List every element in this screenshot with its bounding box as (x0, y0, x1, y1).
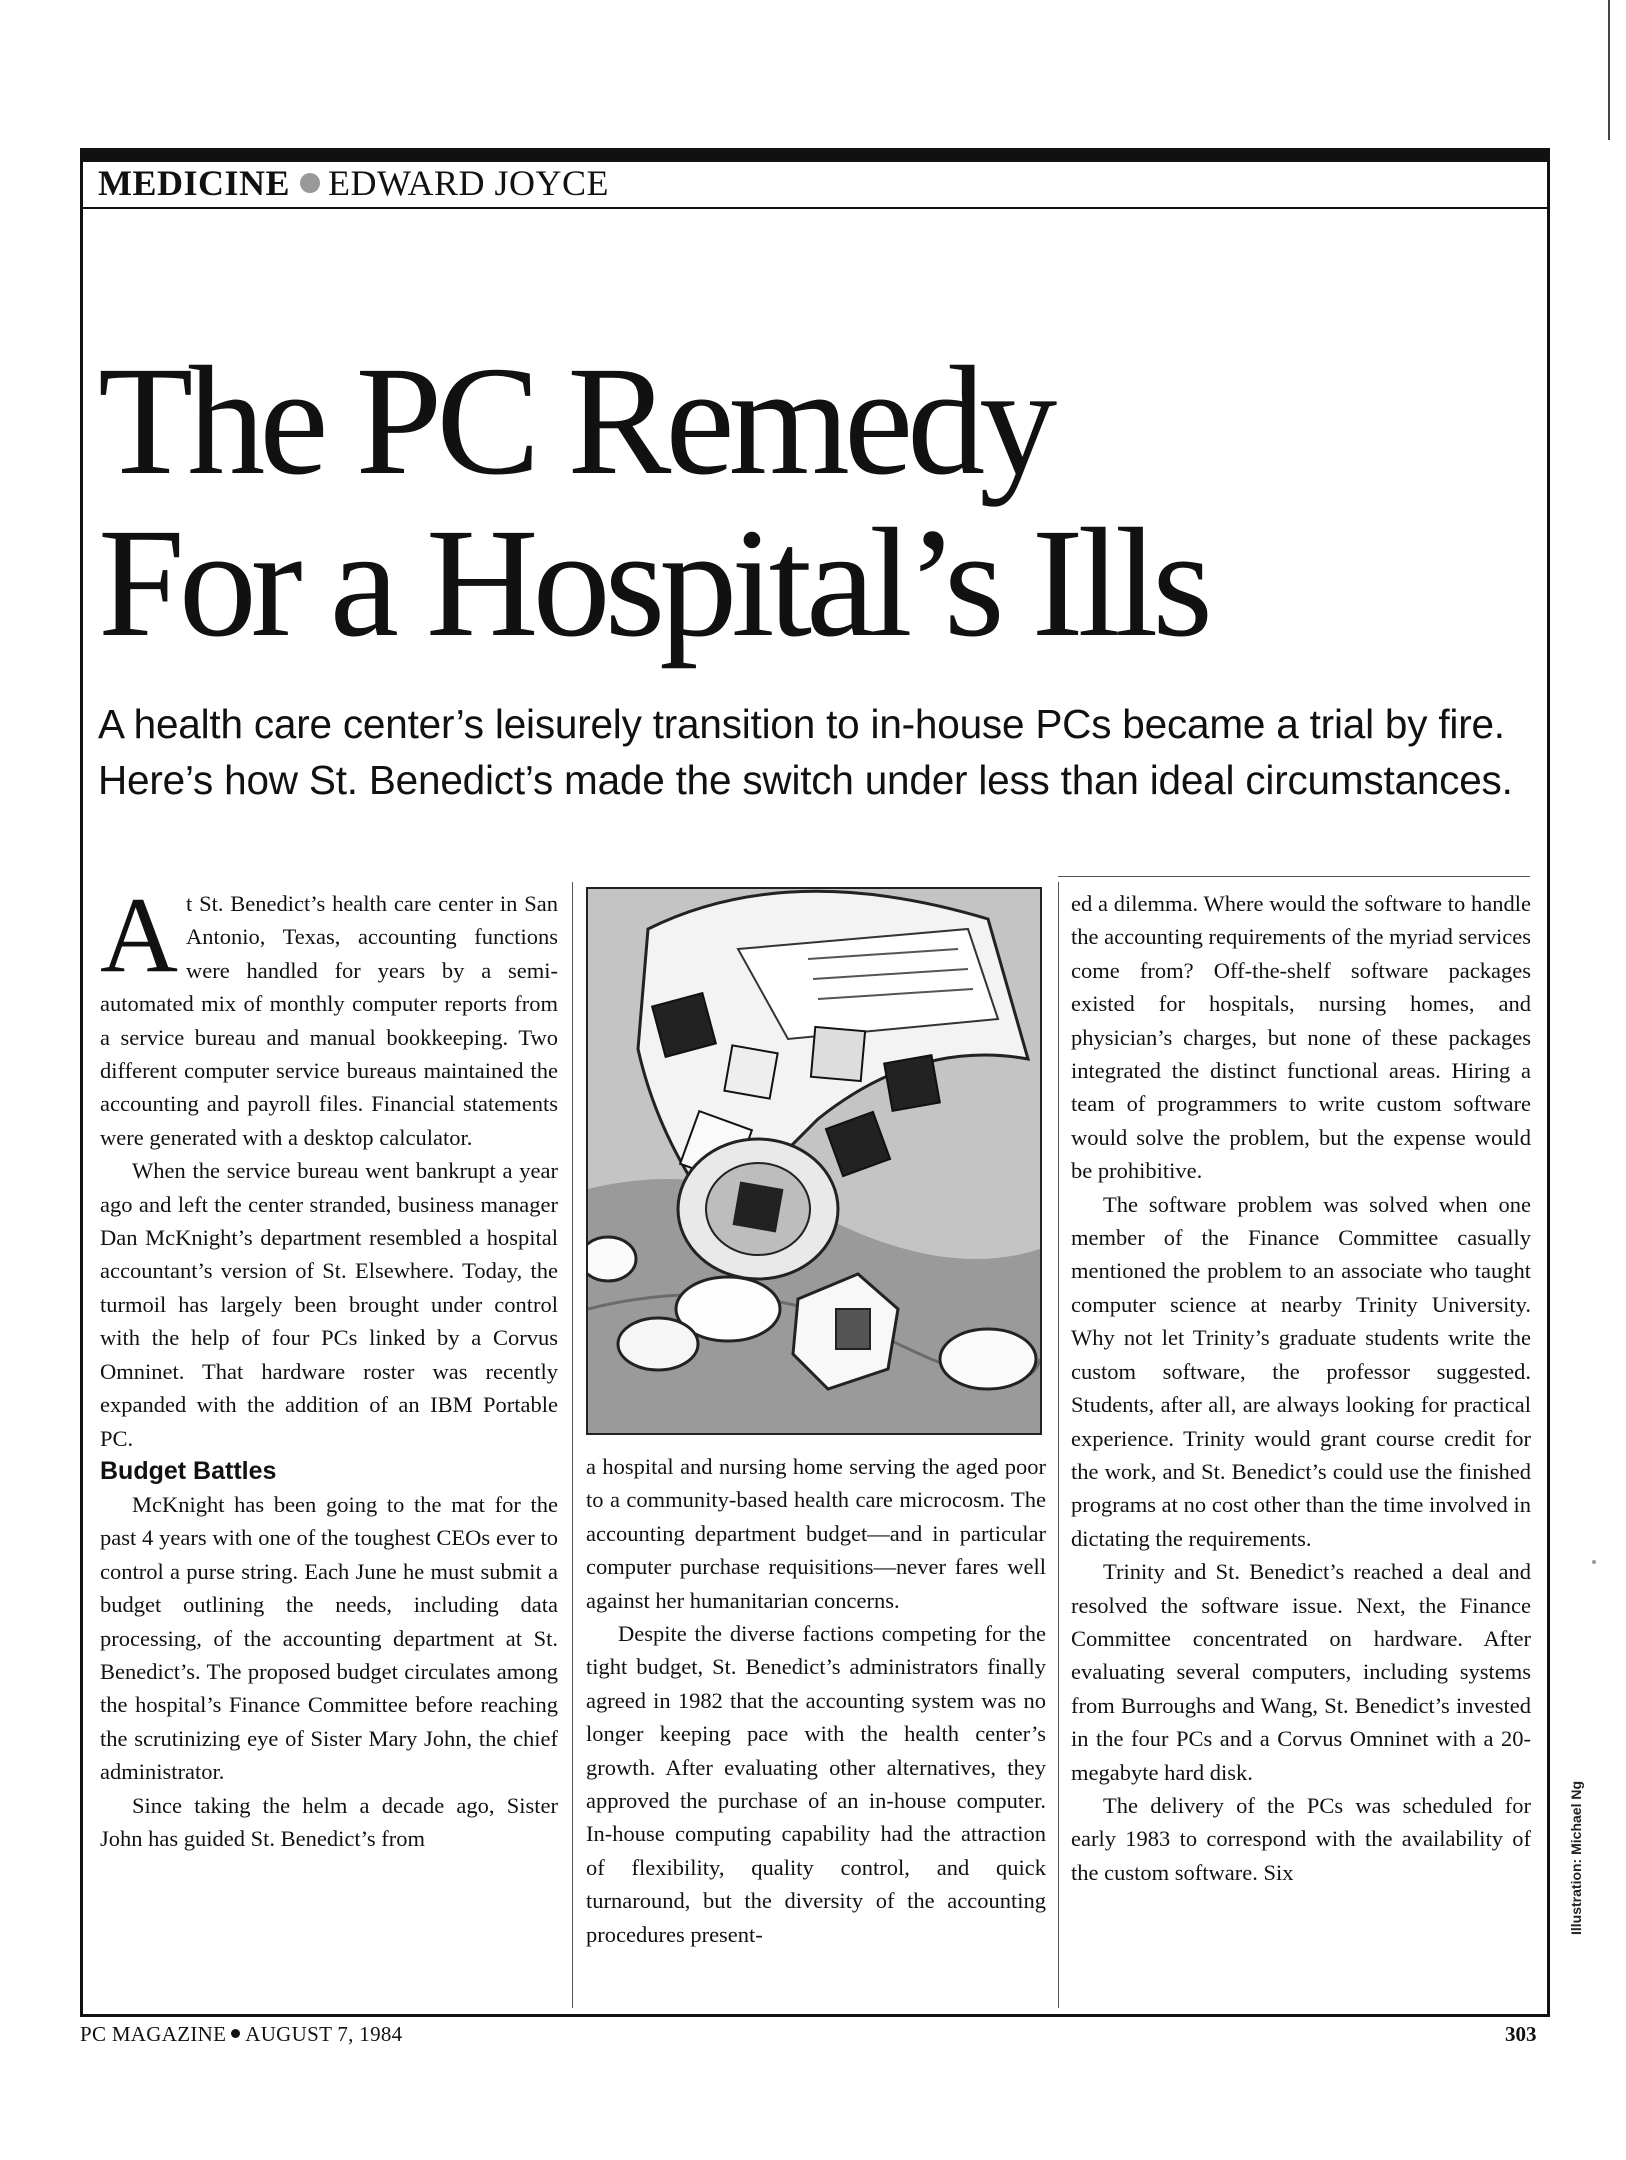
column-rule (572, 882, 573, 2008)
author-name: EDWARD JOYCE (328, 163, 610, 203)
title-line-1: The PC Remedy (98, 334, 1052, 507)
footer-rule (80, 2014, 1550, 2017)
drop-cap: A (100, 876, 178, 995)
section-header (98, 160, 609, 206)
paragraph: When the service bureau went bankrupt a year ago and left the center stranded, business manager Dan McKnight’s department resembled a hospital accountant’s version of St. Elsewhere. Today, the turmoil has largely been brought under control with the help of four PCs linked by a Corvus Omninet. That hardware roster was recently expanded with the addition of an IBM Portable PC. (100, 1158, 558, 1451)
article-title (98, 334, 1528, 669)
paragraph: Despite the diverse factions competing for the tight budget, St. Benedict’s administrators finally agreed in 1982 that the accounting system was no longer keeping pace with the health center’s growth. After evaluating other alternatives, they approved the purchase of an in-house computer. In-house computing capability had the attraction of flexibility, quality control, and quick turnaround, but the diversity of the accounting procedures present- (586, 1621, 1046, 1947)
issue-date: AUGUST 7, 1984 (245, 2022, 403, 2046)
page-number: 303 (1505, 2022, 1537, 2046)
paragraph-text: t St. Benedict’s health care center in San Antonio, Texas, accounting functions were handled for years by a semi-automated mix of monthly computer reports from a service bureau and manual bookkeeping. Two different computer service bureaus maintained the accounting and payroll files. Financial statements were generated with a desktop calculator. (100, 891, 558, 1150)
edge-rule (1608, 0, 1610, 140)
frame-right-rule (1547, 148, 1550, 2016)
scan-speck (1592, 1560, 1596, 1564)
footer-publication (80, 2022, 402, 2047)
paragraph: The software problem was solved when one member of the Finance Committee casually mentioned the problem to an associate who taught computer science at nearby Trinity University. Why not let Trinity’s graduate students write the custom software, the professor suggested. Students, after all, are always looking for practical experience. Trinity would grant course credit for the work, and St. Benedict’s could use the finished programs at no cost other than the time involved in dictating the requirements. (1071, 1191, 1531, 1551)
bullet-icon (300, 173, 320, 193)
paragraph: Trinity and St. Benedict’s reached a deal and resolved the software issue. Next, the Finance Committee concentrated on hardware. After evaluating several computers, including systems from Burroughs and Wang, St. Benedict’s invested in the four PCs and a Corvus Omninet with a 20-megabyte hard disk. (1071, 1559, 1531, 1785)
column-3 (1071, 887, 1531, 1889)
article-deck: A health care center’s leisurely transition to in-house PCs became a trial by fire. Here’s how St. Benedict’s made the switch under less than ideal circumstances. (98, 701, 1513, 803)
header-divider (80, 207, 1550, 209)
illustration-drawing (588, 889, 1040, 1433)
title-line-2: For a Hospital’s Ills (98, 496, 1207, 669)
paragraph: ed a dilemma. Where would the software to handle the accounting requirements of the myriad services come from? Off-the-shelf software packages existed for hospitals, nursing homes, and physician’s charges, but none of these packages integrated the distinct functional areas. Hiring a team of programmers to write custom software would solve the problem, but the expense would be prohibitive. (1071, 891, 1531, 1184)
paragraph: McKnight has been going to the mat for the past 4 years with one of the toughest CEOs ever to control a purse string. Each June he must submit a budget outlining the needs, including data processing, of the accounting department at St. Benedict’s. The proposed budget circulates among the hospital’s Finance Committee before reaching the scrutinizing eye of Sister Mary John, the chief administrator. (100, 1491, 558, 1785)
frame-left-rule (80, 148, 83, 2016)
column-2 (586, 1450, 1046, 1951)
column-rule (1058, 882, 1059, 2008)
paragraph (100, 876, 558, 1154)
paragraph: Since taking the helm a decade ago, Sister John has guided St. Benedict’s from (100, 1792, 558, 1851)
pill-bottle-illustration (586, 887, 1042, 1435)
subhead: Budget Battles (100, 1456, 277, 1485)
section-name: MEDICINE (98, 163, 291, 203)
paragraph: a hospital and nursing home serving the aged poor to a community-based health care microcosm. The accounting department budget—and in particular computer purchase requisitions—never fares well against her humanitarian concerns. (586, 1454, 1046, 1613)
column-1 (100, 876, 558, 1855)
column-top-rule (1058, 876, 1530, 877)
illustration-credit: Illustration: Michael Ng (1568, 1780, 1584, 1935)
magazine-name: PC MAGAZINE (80, 2022, 227, 2046)
paragraph: The delivery of the PCs was scheduled for early 1983 to correspond with the availability of the custom software. Six (1071, 1792, 1531, 1885)
bullet-icon (231, 2029, 240, 2038)
